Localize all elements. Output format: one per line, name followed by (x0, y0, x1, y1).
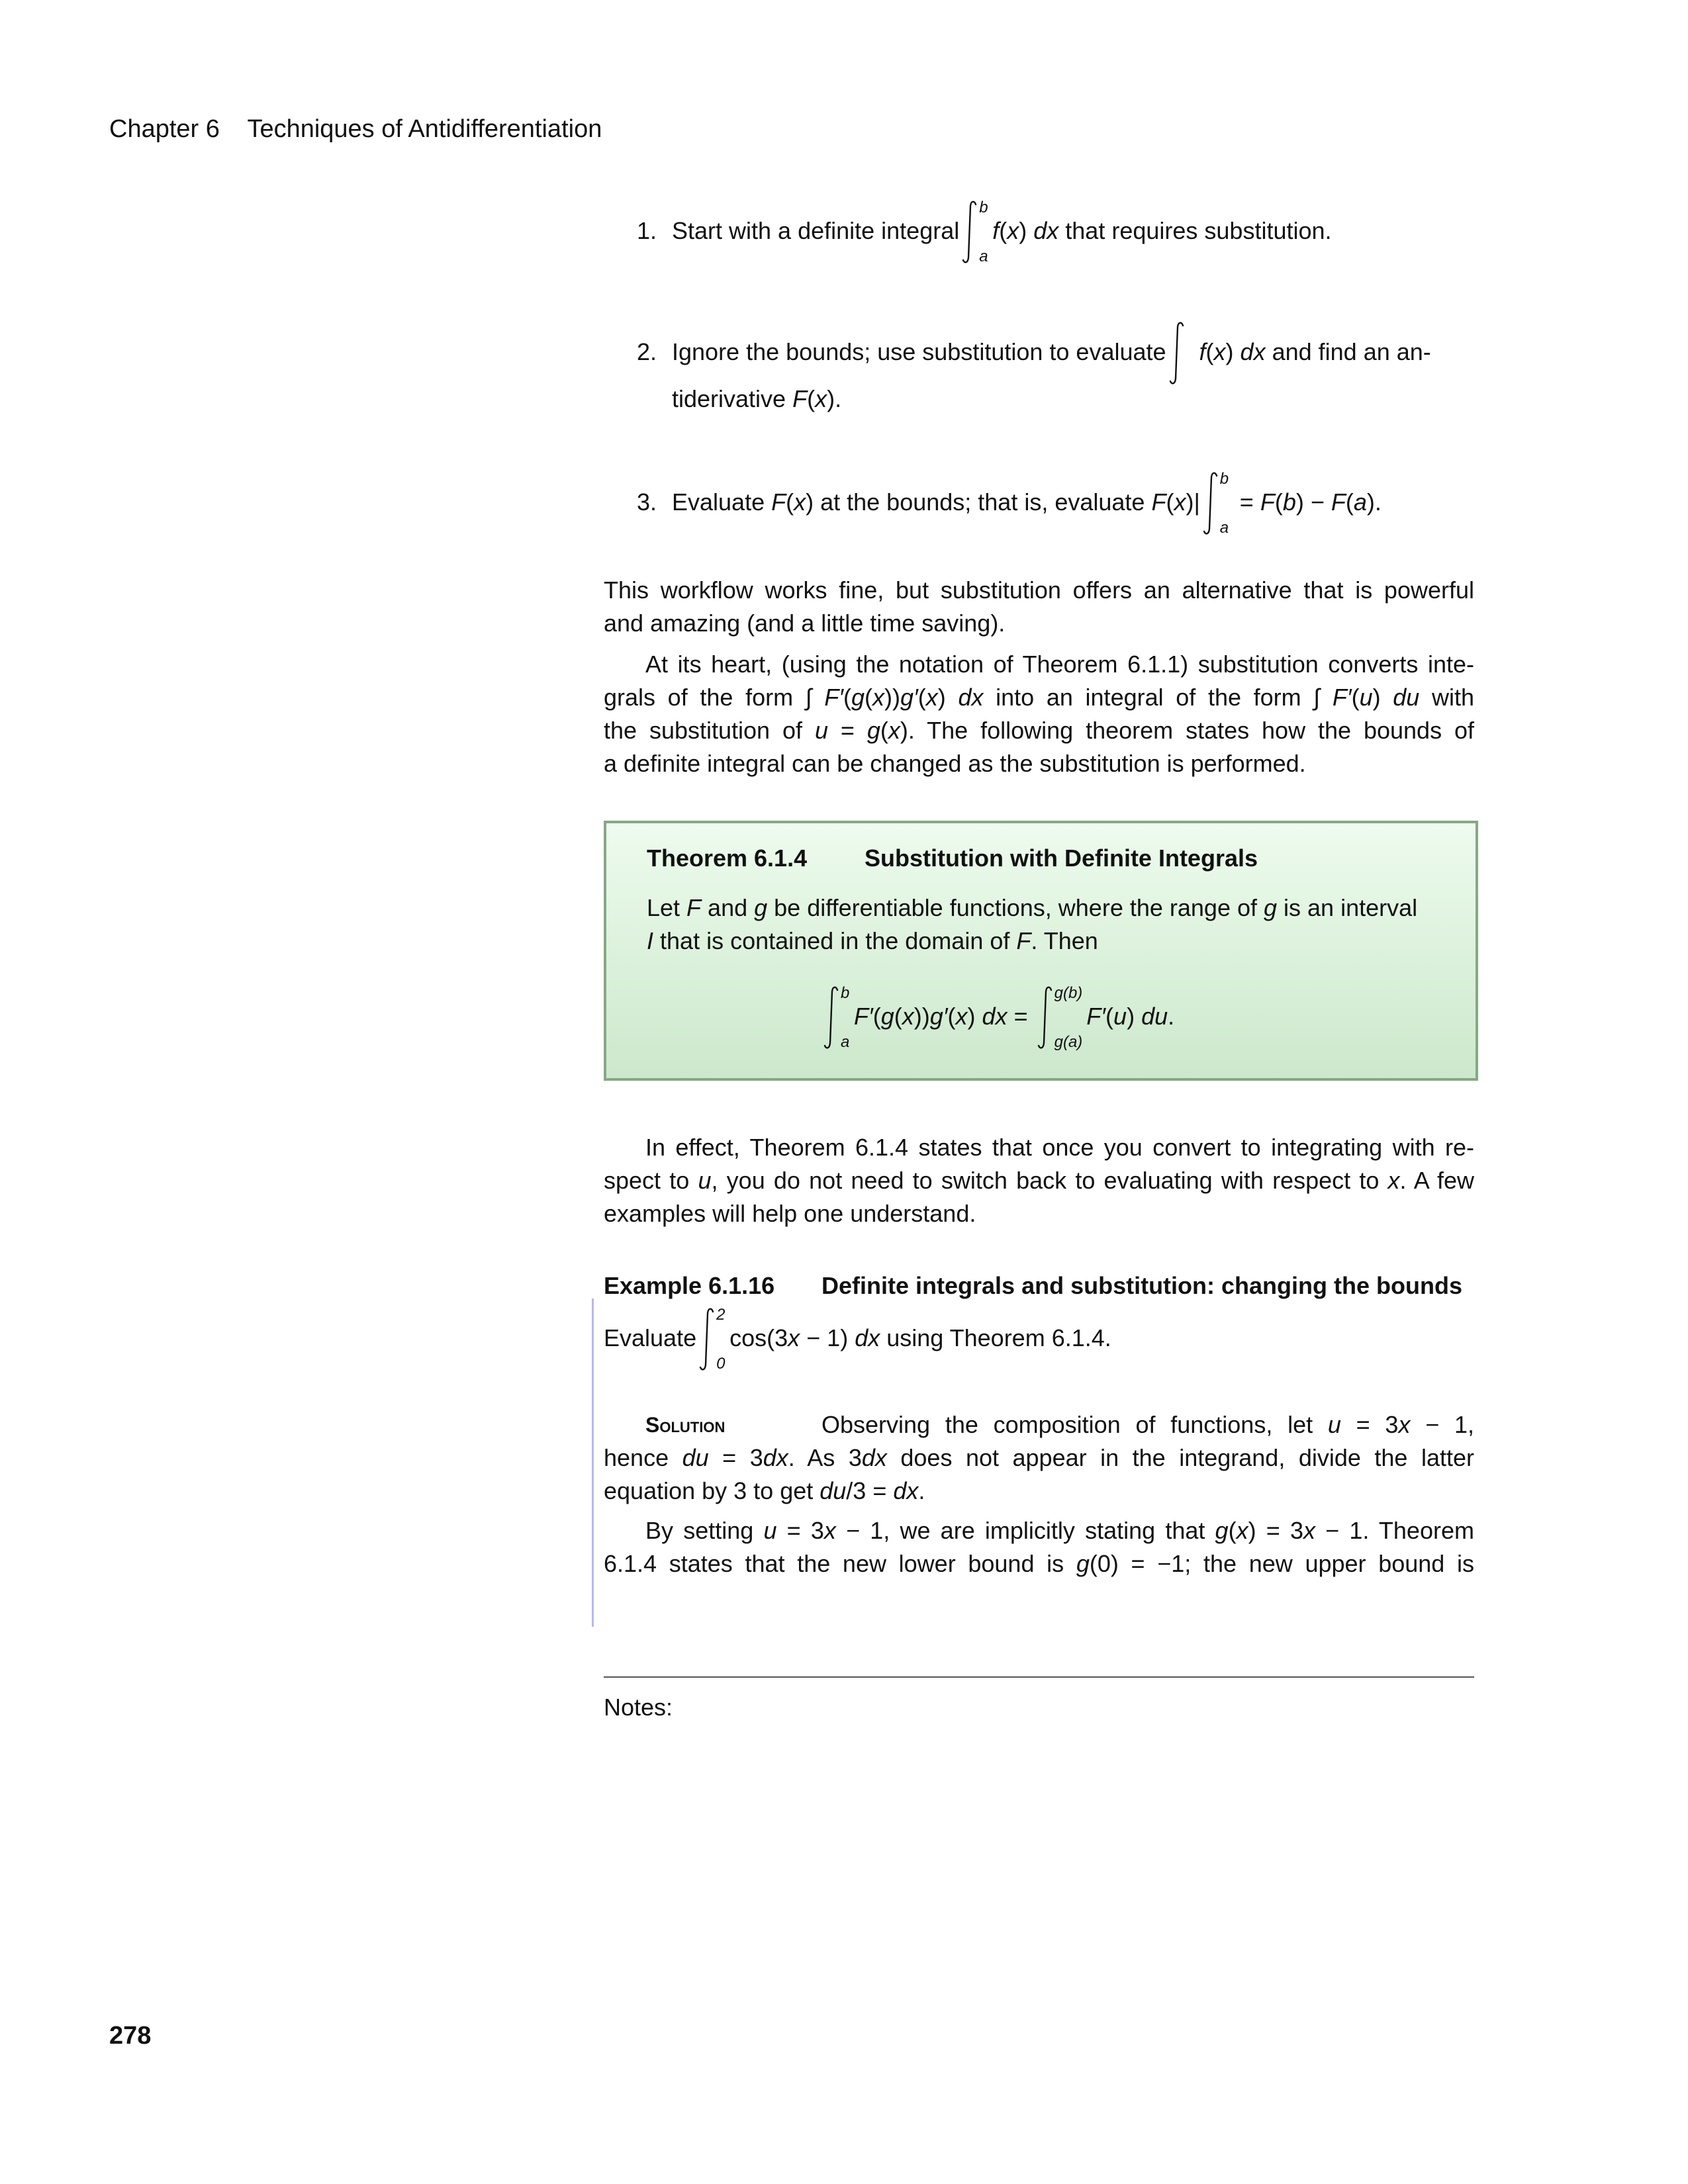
text-run: Evaluate (604, 1324, 697, 1351)
example-label: Example 6.1.16 (604, 1272, 775, 1299)
text-run: ( (843, 684, 851, 711)
page-number: 278 (109, 2022, 152, 2050)
text-run: using Theorem 6.1.4. (880, 1324, 1111, 1351)
integral-stroke (700, 1309, 713, 1370)
math-var: x (1387, 1167, 1400, 1194)
math-var: dx (982, 1003, 1008, 1030)
lower-bound: a (1219, 519, 1229, 537)
math-var: du (1393, 684, 1420, 711)
math-var: dx (861, 1444, 887, 1471)
math-var: g (867, 717, 880, 744)
integral-sign (699, 1306, 726, 1373)
text-run: )) (884, 684, 901, 711)
math-var: g (1215, 1517, 1229, 1544)
math-var: x (1303, 1517, 1315, 1544)
integral-stroke (1204, 473, 1217, 534)
math-var: x (823, 1517, 836, 1544)
lower-bound: g(a) (1054, 1033, 1083, 1052)
text-run: does not appear in the integrand, divide the latter (886, 1444, 1475, 1471)
text-run: ). (1366, 488, 1382, 516)
math-var: du (682, 1444, 709, 1471)
text-run: , you do not need to switch back to evaluating with respect to (711, 1167, 1388, 1194)
integral-stroke (963, 202, 976, 263)
math-var: dx (855, 1324, 880, 1351)
integral-sign (1169, 320, 1196, 387)
paragraph-line (604, 1197, 976, 1230)
math-var: dx (763, 1444, 788, 1471)
text-run: . A few (1399, 1167, 1474, 1194)
notes-label: Notes: (604, 1694, 673, 1721)
math-var: u (814, 717, 828, 744)
text-run: is an interval (1277, 894, 1418, 921)
math-var: F (1151, 488, 1166, 516)
text-run: ( (1166, 488, 1174, 516)
text-run: a definite integral can be changed as the substitution is performed. (604, 750, 1306, 777)
math-var: f (992, 217, 1000, 244)
solution-line (604, 1547, 1474, 1580)
text-run: ( (1228, 1517, 1237, 1544)
text-run: Let (647, 894, 687, 921)
text-run: that is contained in the domain of (653, 927, 1017, 954)
lower-bound: 0 (716, 1355, 726, 1373)
step-number: 3. (637, 488, 657, 516)
step-number: 1. (637, 217, 657, 244)
math-var: F′ (854, 1003, 873, 1030)
text-run: ) = 3 (1248, 1517, 1303, 1544)
integral-limits (716, 1306, 726, 1373)
text-run: ). The following theorem states how the bounds of (900, 717, 1475, 744)
example-title: Definite integrals and substitution: changing the bounds (821, 1272, 1462, 1299)
text-run: ( (1274, 488, 1283, 516)
math-var: f (1199, 338, 1206, 365)
integral-limits (1055, 985, 1083, 1051)
text-run: and (701, 894, 755, 921)
math-var: x (1213, 338, 1226, 365)
upper-bound: b (979, 199, 988, 217)
text-run: . (918, 1477, 925, 1504)
text-run: . (1168, 1003, 1175, 1030)
solution-line (604, 1475, 925, 1508)
integral-limits (979, 199, 988, 265)
upper-bound: b (1219, 470, 1229, 488)
text-run: = 3 (1340, 1411, 1399, 1438)
text-run: − 1, we are implicitly stating that (835, 1517, 1215, 1544)
text-run: . As 3 (788, 1444, 862, 1471)
integral-symbol-icon (699, 1306, 715, 1373)
upper-bound: 2 (716, 1306, 726, 1324)
text-run: ( (865, 684, 873, 711)
notes-divider (604, 1676, 1474, 1678)
text-run: = (827, 717, 867, 744)
math-var: u (1113, 1003, 1127, 1030)
text-run: ). (827, 385, 842, 412)
math-var: u (1359, 684, 1373, 711)
paragraph-line (604, 681, 1474, 714)
text-run: hence (604, 1444, 682, 1471)
integral-symbol-icon (1169, 320, 1185, 387)
paragraph-line (645, 648, 1474, 681)
paragraph-line (604, 714, 1474, 747)
integral-symbol-icon (1037, 985, 1053, 1051)
text-run: ) at the bounds; that is, evaluate (806, 488, 1152, 516)
theorem-title: Substitution with Definite Integrals (865, 844, 1258, 872)
math-var: x (925, 684, 938, 711)
chapter-number: Chapter 6 (109, 115, 220, 143)
text-run: and amazing (and a little time saving). (604, 610, 1006, 637)
text-run: . Then (1031, 927, 1098, 954)
text-run: with (1419, 684, 1475, 711)
math-var: x (872, 684, 885, 711)
text-run: (0) = −1; the new upper bound is (1089, 1550, 1474, 1577)
math-var: a (1353, 488, 1367, 516)
text-run: ( (917, 684, 926, 711)
text-run: ( (1351, 684, 1360, 711)
math-var: x (888, 717, 900, 744)
text-run: ( (1205, 338, 1214, 365)
theorem-text (647, 891, 1417, 925)
lower-bound: a (979, 248, 988, 266)
math-var: g′ (900, 684, 918, 711)
math-var: F (771, 488, 786, 516)
text-run: and find an an- (1265, 338, 1431, 365)
text-run: By setting (645, 1517, 764, 1544)
text-run: Start with a definite integral (672, 217, 960, 244)
step-number: 2. (637, 338, 657, 365)
text-run: Observing the composition of functions, let (821, 1411, 1328, 1438)
text-run: ) − (1295, 488, 1331, 516)
paragraph-line (604, 747, 1306, 780)
integral-sign (1203, 471, 1229, 537)
paragraph-line (645, 1131, 1474, 1164)
paragraph-line (604, 607, 1005, 640)
text-run: ) (937, 684, 959, 711)
math-var: u (698, 1167, 712, 1194)
math-var: g (880, 1003, 894, 1030)
math-var: F′ (1086, 1003, 1106, 1030)
lower-bound: a (841, 1033, 850, 1052)
math-var: F (686, 894, 702, 921)
paragraph-line (604, 1164, 1474, 1197)
text-run: − 1. Theorem (1315, 1517, 1474, 1544)
text-run: into an integral of the form ∫ (983, 684, 1333, 711)
math-var: x (1174, 488, 1186, 516)
text-run: This workflow works fine, but substitution offers an alternative that is powerful (604, 576, 1474, 604)
text-run: = 3 (776, 1517, 824, 1544)
upper-bound: b (841, 984, 850, 1003)
math-var: g (1264, 894, 1278, 921)
solution-label: Solution (645, 1413, 726, 1437)
text-run: ( (999, 217, 1008, 244)
text-run: examples will help one understand. (604, 1200, 976, 1227)
math-var: x (794, 488, 806, 516)
math-var: g (754, 894, 768, 921)
integral-stroke (1039, 987, 1051, 1048)
text-run: Ignore the bounds; use substitution to evaluate (672, 338, 1166, 365)
math-var: b (1282, 488, 1296, 516)
text-run: ( (1105, 1003, 1114, 1030)
integral-limits (841, 985, 850, 1051)
step-2-text-cont (672, 383, 841, 416)
text-run: = (1007, 1003, 1035, 1030)
integral-limits (1220, 471, 1229, 537)
text-run: ( (786, 488, 794, 516)
text-run: = 3 (708, 1444, 763, 1471)
text-run: − 1) (800, 1324, 855, 1351)
math-var: F (1260, 488, 1275, 516)
text-run: = (1233, 488, 1260, 516)
text-run: ( (1345, 488, 1354, 516)
text-run: )| (1186, 488, 1200, 516)
math-var: du (1141, 1003, 1168, 1030)
math-var: x (1236, 1517, 1248, 1544)
theorem-label: Theorem 6.1.4 (647, 844, 808, 872)
text-run: ( (947, 1003, 956, 1030)
text-run: that requires substitution. (1058, 217, 1332, 244)
step-2-text (672, 336, 1431, 370)
text-run: be differentiable functions, where the range of (767, 894, 1264, 921)
example-margin-bar (592, 1298, 594, 1627)
example-prompt (604, 1306, 1111, 1373)
math-var: x (1398, 1411, 1411, 1438)
math-var: x (955, 1003, 968, 1030)
text-run: )) (914, 1003, 930, 1030)
math-var: g (1076, 1550, 1090, 1577)
text-run: 6.1.4 states that the new lower bound is (604, 1550, 1076, 1577)
math-var: F′ (1332, 684, 1352, 711)
theorem-formula (821, 984, 1175, 1052)
math-var: dx (958, 684, 984, 711)
math-var: x (1007, 217, 1019, 244)
math-var: u (763, 1517, 777, 1544)
math-var: x (902, 1003, 914, 1030)
solution-line (604, 1441, 1474, 1475)
math-var: F (792, 385, 808, 412)
integral-stroke (1170, 323, 1183, 384)
text-run: ( (894, 1003, 902, 1030)
integral-symbol-icon (962, 199, 978, 265)
integral-symbol-icon (823, 985, 839, 1051)
integral-stroke (825, 987, 837, 1048)
running-header (109, 113, 602, 146)
text-run: In effect, Theorem 6.1.4 states that once you convert to integrating with re- (645, 1134, 1474, 1161)
text-run: grals of the form ∫ (604, 684, 825, 711)
upper-bound: g(b) (1054, 984, 1083, 1003)
text-run: Evaluate (672, 488, 772, 516)
text-run: ) (1127, 1003, 1142, 1030)
math-var: dx (1033, 217, 1059, 244)
math-var: F (1331, 488, 1346, 516)
text-run: equation by 3 to get (604, 1477, 820, 1504)
math-var: x (788, 1324, 800, 1351)
text-run: ) (967, 1003, 982, 1030)
math-var: dx (893, 1477, 919, 1504)
solution-line (821, 1408, 1474, 1441)
math-var: g (851, 684, 865, 711)
math-var: F′ (824, 684, 843, 711)
text-run: ) (1225, 338, 1241, 365)
math-var: dx (1240, 338, 1266, 365)
solution-line (645, 1514, 1474, 1547)
text-run: At its heart, (using the notation of Theorem 6.1.1) substitution converts inte- (645, 651, 1474, 678)
text-run: ) (1019, 217, 1034, 244)
math-var: g′ (929, 1003, 948, 1030)
integral-sign (962, 199, 988, 265)
text-run: ) (1372, 684, 1393, 711)
text-run: spect to (604, 1167, 698, 1194)
theorem-text (647, 925, 1098, 958)
integral-sign (1037, 985, 1083, 1051)
text-run: cos(3 (729, 1324, 788, 1351)
math-var: F (1016, 927, 1031, 954)
integral-symbol-icon (1203, 471, 1219, 537)
step-3-text (672, 470, 1382, 537)
text-run: /3 = (846, 1477, 894, 1504)
chapter-title: Techniques of Antidifferentiation (247, 115, 602, 143)
math-var: u (1327, 1411, 1341, 1438)
text-run: ( (807, 385, 816, 412)
math-var: I (647, 927, 654, 954)
integral-sign (823, 985, 850, 1051)
step-1-text (672, 199, 1332, 266)
math-var: x (815, 385, 827, 412)
math-var: du (820, 1477, 847, 1504)
integral-limits (1186, 320, 1196, 387)
paragraph-line (604, 574, 1474, 607)
text-run: − 1, (1410, 1411, 1474, 1438)
text-run: tiderivative (672, 385, 793, 412)
text-run: the substitution of (604, 717, 815, 744)
text-run: ( (872, 1003, 881, 1030)
text-run: ( (880, 717, 888, 744)
